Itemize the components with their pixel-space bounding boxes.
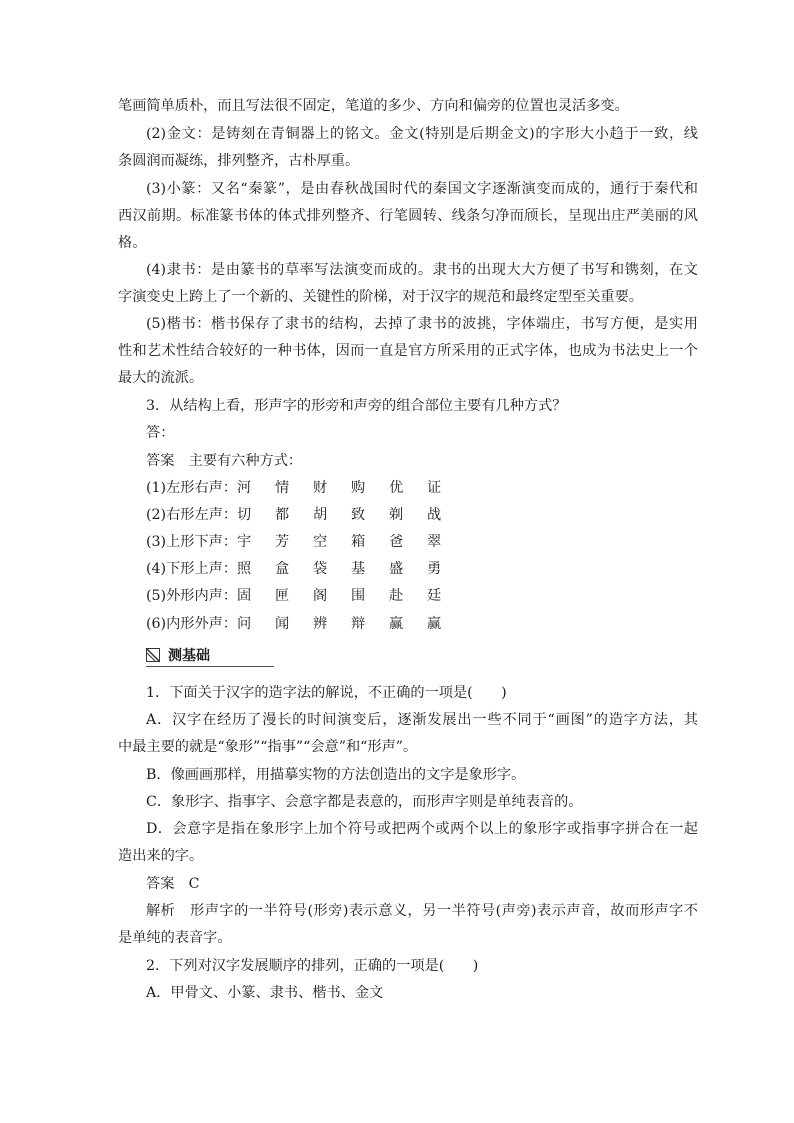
xiaozhuan-line: 西汉前期。标准篆书体的体式排列整齐、行笔圆转、线条匀净而颀长，呈现出庄严美丽的风 xyxy=(118,208,698,224)
example-char: 辨 xyxy=(313,616,328,632)
question-2: 2．下列对汉字发展顺序的排列，正确的一项是( ) xyxy=(146,958,479,974)
jinwen-line: 条圆润而凝练，排列整齐，古朴厚重。 xyxy=(118,153,360,169)
option-c: C．象形字、指事字、会意字都是表意的，而形声字则是单纯表音的。 xyxy=(146,794,583,810)
analysis-line: 解析 形声字的一半符号(形旁)表示意义，另一半符号(声旁)表示声音，故而形声字不 xyxy=(146,903,698,919)
example-char: 芳 xyxy=(275,534,290,550)
option-a-line: A．汉字在经历了漫长的时间演变后，逐渐发展出一些不同于“画图”的造字方法，其 xyxy=(146,712,698,728)
example-char: 翠 xyxy=(427,534,442,550)
kaishu-line: 性和艺术性结合较好的一种书体，因而一直是官方所采用的正式字体，也成为书法史上一个 xyxy=(118,343,698,359)
structure-label: (4)下形上声： xyxy=(146,561,238,577)
example-char: 固 xyxy=(237,588,252,604)
answer-prompt: 答： xyxy=(146,425,175,441)
structure-label: (1)左形右声： xyxy=(146,480,238,496)
example-char: 切 xyxy=(237,507,252,523)
example-char: 空 xyxy=(313,534,328,550)
example-char: 都 xyxy=(275,507,290,523)
example-char: 匣 xyxy=(275,588,290,604)
example-char: 围 xyxy=(351,588,366,604)
example-char: 基 xyxy=(351,561,366,577)
example-char: 购 xyxy=(351,480,366,496)
xiaozhuan-line: (3)小篆：又名“秦篆”，是由春秋战国时代的秦国文字逐渐演变而成的，通行于秦代和 xyxy=(146,181,698,197)
example-char: 盛 xyxy=(389,561,404,577)
example-char: 胡 xyxy=(313,507,328,523)
example-char: 辩 xyxy=(351,616,366,632)
example-char: 袋 xyxy=(313,561,328,577)
question-3: 3．从结构上看，形声字的形旁和声旁的组合部位主要有几种方式？ xyxy=(146,398,567,414)
structure-row xyxy=(146,614,698,634)
example-char: 优 xyxy=(389,480,404,496)
section-marker-icon xyxy=(146,648,160,662)
option-d-line: 造出来的字。 xyxy=(118,848,204,864)
lishu-line: (4)隶书：是由篆书的草率写法演变而成的。隶书的出现大大方便了书写和镌刻，在文 xyxy=(146,262,698,278)
example-char: 问 xyxy=(237,616,252,632)
kaishu-line: 最大的流派。 xyxy=(118,370,204,386)
option-a: A．甲骨文、小篆、隶书、楷书、金文 xyxy=(146,985,384,1001)
option-d-line: D．会意字是指在象形字上加个符号或把两个或两个以上的象形字或指事字拼合在一起 xyxy=(146,821,698,837)
structure-row xyxy=(146,478,698,498)
kaishu-line: (5)楷书：楷书保存了隶书的结构，去掉了隶书的波挑，字体端庄，书写方便，是实用 xyxy=(146,316,698,332)
structure-row xyxy=(146,505,698,525)
structure-row xyxy=(146,586,698,606)
analysis-line: 是单纯的表音字。 xyxy=(118,930,232,946)
jinwen-line: (2)金文：是铸刻在青铜器上的铭文。金文(特别是后期金文)的字形大小趋于一致，线 xyxy=(146,126,698,142)
example-char: 勇 xyxy=(427,561,442,577)
structure-label: (2)右形左声： xyxy=(146,507,238,523)
example-char: 盒 xyxy=(275,561,290,577)
paragraph-line: 笔画简单质朴，而且写法很不固定，笔道的多少、方向和偏旁的位置也灵活多变。 xyxy=(118,98,629,114)
example-char: 赢 xyxy=(427,616,442,632)
example-char: 战 xyxy=(427,507,442,523)
question-1: 1．下面关于汉字的造字法的解说，不正确的一项是( ) xyxy=(146,685,507,701)
example-char: 情 xyxy=(275,480,290,496)
example-char: 剃 xyxy=(389,507,404,523)
example-char: 阁 xyxy=(313,588,328,604)
xiaozhuan-line: 格。 xyxy=(118,235,147,251)
lishu-line: 字演变史上跨上了一个新的、关键性的阶梯，对于汉字的规范和最终定型至关重要。 xyxy=(118,289,643,305)
structure-label: (5)外形内声： xyxy=(146,588,238,604)
option-a-line: 中最主要的就是“象形”“指事”“会意”和“形声”。 xyxy=(118,739,418,755)
example-char: 宇 xyxy=(237,534,252,550)
example-char: 致 xyxy=(351,507,366,523)
answer: 答案 C xyxy=(146,876,200,892)
structure-row xyxy=(146,559,698,579)
example-char: 闻 xyxy=(275,616,290,632)
structure-label: (3)上形下声： xyxy=(146,534,238,550)
section-title: 测基础 xyxy=(168,648,210,664)
structure-label: (6)内形外声： xyxy=(146,616,238,632)
example-char: 证 xyxy=(427,480,442,496)
structure-row xyxy=(146,532,698,552)
option-b: B．像画画那样，用描摹实物的方法创造出的文字是象形字。 xyxy=(146,767,526,783)
answer-intro: 答案 主要有六种方式： xyxy=(146,453,303,469)
example-char: 赢 xyxy=(389,616,404,632)
example-char: 财 xyxy=(313,480,328,496)
example-char: 爸 xyxy=(389,534,404,550)
example-char: 赴 xyxy=(389,588,404,604)
example-char: 廷 xyxy=(427,588,442,604)
example-char: 河 xyxy=(237,480,252,496)
example-char: 箱 xyxy=(351,534,366,550)
section-header xyxy=(146,646,274,667)
example-char: 照 xyxy=(237,561,252,577)
